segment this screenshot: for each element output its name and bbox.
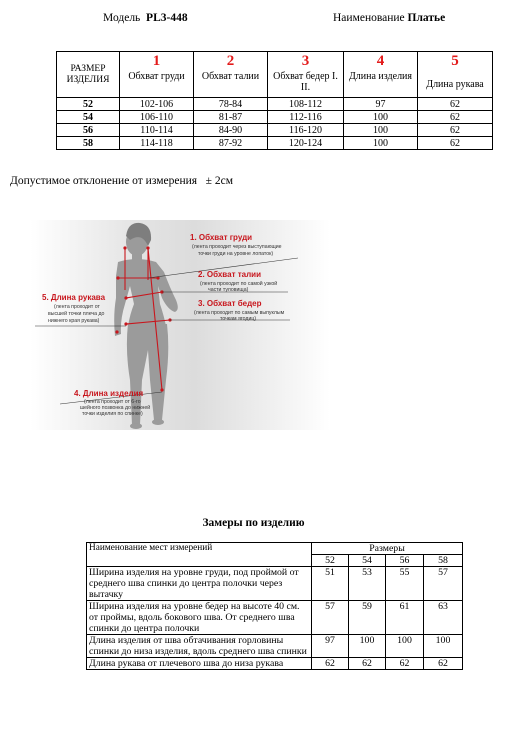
col-name: Длина рукава [418, 70, 493, 98]
col-number: 2 [194, 52, 268, 71]
value-cell: 62 [386, 658, 424, 670]
measurement-figure [30, 220, 330, 435]
table-row [57, 98, 493, 111]
size-cell: 52 [57, 98, 120, 111]
value-cell: 78-84 [194, 98, 268, 111]
value-cell: 110-114 [120, 124, 194, 137]
table-row [57, 111, 493, 124]
value-cell: 57 [424, 567, 463, 601]
value-cell: 62 [349, 658, 386, 670]
value-cell: 62 [424, 658, 463, 670]
table-row [87, 601, 463, 635]
table-row [87, 658, 463, 670]
svg-text:2. Обхват талии: 2. Обхват талии [198, 270, 261, 279]
table-row [57, 137, 493, 150]
name-line [333, 12, 445, 24]
name-label: Наименование [333, 12, 405, 24]
value-cell: 108-112 [268, 98, 344, 111]
value-cell: 106-110 [120, 111, 194, 124]
svg-text:точки изделия по спинке): точки изделия по спинке) [82, 411, 143, 417]
value-cell: 59 [349, 601, 386, 635]
svg-text:(лента проходит от: (лента проходит от [54, 304, 100, 310]
measure-name: Длина изделия от шва обтачивания горловины спинки до низа изделия, вдоль среднего шва спинки [87, 635, 312, 658]
value-cell: 62 [418, 98, 493, 111]
value-cell: 97 [312, 635, 349, 658]
value-cell: 112-116 [268, 111, 344, 124]
col-name: Обхват бедер I. II. [268, 70, 344, 98]
size-header-cell: 52 [312, 555, 349, 567]
measurements-table [86, 542, 463, 670]
size-row-header: РАЗМЕР ИЗДЕЛИЯ [57, 52, 120, 98]
svg-text:4. Длина изделия: 4. Длина изделия [74, 389, 144, 398]
size-header-cell: 58 [424, 555, 463, 567]
col-number: 3 [268, 52, 344, 71]
svg-text:(лента проходит через выступаю: (лента проходит через выступающие [192, 244, 282, 250]
value-cell: 51 [312, 567, 349, 601]
svg-text:точки груди на уровне лопаток): точки груди на уровне лопаток) [198, 251, 274, 257]
model-value: PL3-448 [146, 12, 188, 24]
value-cell: 100 [344, 137, 418, 150]
size-cell: 56 [57, 124, 120, 137]
value-cell: 62 [312, 658, 349, 670]
value-cell: 102-106 [120, 98, 194, 111]
measure-name: Ширина изделия на уровне бедер на высоте 40 см. от проймы, вдоль бокового шва. От среднего шва спинки до центра полочки [87, 601, 312, 635]
measure-name: Ширина изделия на уровне груди, под проймой от среднего шва спинки до центра полочки через вытачку [87, 567, 312, 601]
svg-text:(лента проходит по самой узкой: (лента проходит по самой узкой [200, 281, 278, 287]
value-cell: 97 [344, 98, 418, 111]
svg-text:5. Длина рукава: 5. Длина рукава [42, 293, 106, 302]
size-table [56, 51, 493, 150]
svg-text:шейного позвонка до нижней: шейного позвонка до нижней [80, 405, 151, 411]
value-cell: 100 [344, 124, 418, 137]
svg-text:3. Обхват бедер: 3. Обхват бедер [198, 299, 262, 308]
value-cell: 53 [349, 567, 386, 601]
size-header-cell: 54 [349, 555, 386, 567]
value-cell: 120-124 [268, 137, 344, 150]
col-name: Обхват талии [194, 70, 268, 98]
size-cell: 54 [57, 111, 120, 124]
name-header: Наименование мест измерений [87, 543, 312, 567]
tolerance-value: ± 2см [205, 175, 233, 187]
size-header-cell: 56 [386, 555, 424, 567]
name-value: Платье [407, 12, 446, 24]
col-name: Обхват груди [120, 70, 194, 98]
value-cell: 62 [418, 111, 493, 124]
value-cell: 100 [344, 111, 418, 124]
value-cell: 81-87 [194, 111, 268, 124]
value-cell: 114-118 [120, 137, 194, 150]
value-cell: 116-120 [268, 124, 344, 137]
value-cell: 100 [386, 635, 424, 658]
svg-text:(лента проходит по самым выпук: (лента проходит по самым выпуклым [194, 310, 285, 316]
value-cell: 61 [386, 601, 424, 635]
value-cell: 87-92 [194, 137, 268, 150]
svg-text:части туловища): части туловища) [208, 287, 249, 293]
svg-text:1. Обхват груди: 1. Обхват груди [190, 233, 253, 242]
value-cell: 63 [424, 601, 463, 635]
measurements-title: Замеры по изделию [202, 517, 305, 529]
tolerance-text: Допустимое отклонение от измерения [10, 175, 198, 187]
value-cell: 55 [386, 567, 424, 601]
tolerance-line [10, 175, 233, 187]
svg-text:высшей точки плеча до: высшей точки плеча до [48, 311, 105, 317]
value-cell: 62 [418, 124, 493, 137]
col-number: 1 [120, 52, 194, 71]
size-cell: 58 [57, 137, 120, 150]
col-number: 5 [418, 52, 493, 71]
col-name: Длина изделия [344, 70, 418, 98]
table-row [57, 124, 493, 137]
value-cell: 100 [349, 635, 386, 658]
table-row [87, 635, 463, 658]
measure-name: Длина рукава от плечевого шва до низа рукава [87, 658, 312, 670]
value-cell: 100 [424, 635, 463, 658]
model-label: Модель [103, 12, 141, 24]
value-cell: 62 [418, 137, 493, 150]
svg-text:нижнего края рукава): нижнего края рукава) [48, 318, 100, 324]
model-line [103, 12, 188, 24]
svg-text:(лента проходит от 6-го: (лента проходит от 6-го [84, 399, 141, 405]
svg-text:точкам ягодиц): точкам ягодиц) [220, 316, 257, 322]
label-length [74, 389, 150, 417]
value-cell: 84-90 [194, 124, 268, 137]
col-number: 4 [344, 52, 418, 71]
figure-background [30, 220, 330, 430]
table-row [87, 567, 463, 601]
sizes-header: Размеры [312, 543, 463, 555]
value-cell: 57 [312, 601, 349, 635]
